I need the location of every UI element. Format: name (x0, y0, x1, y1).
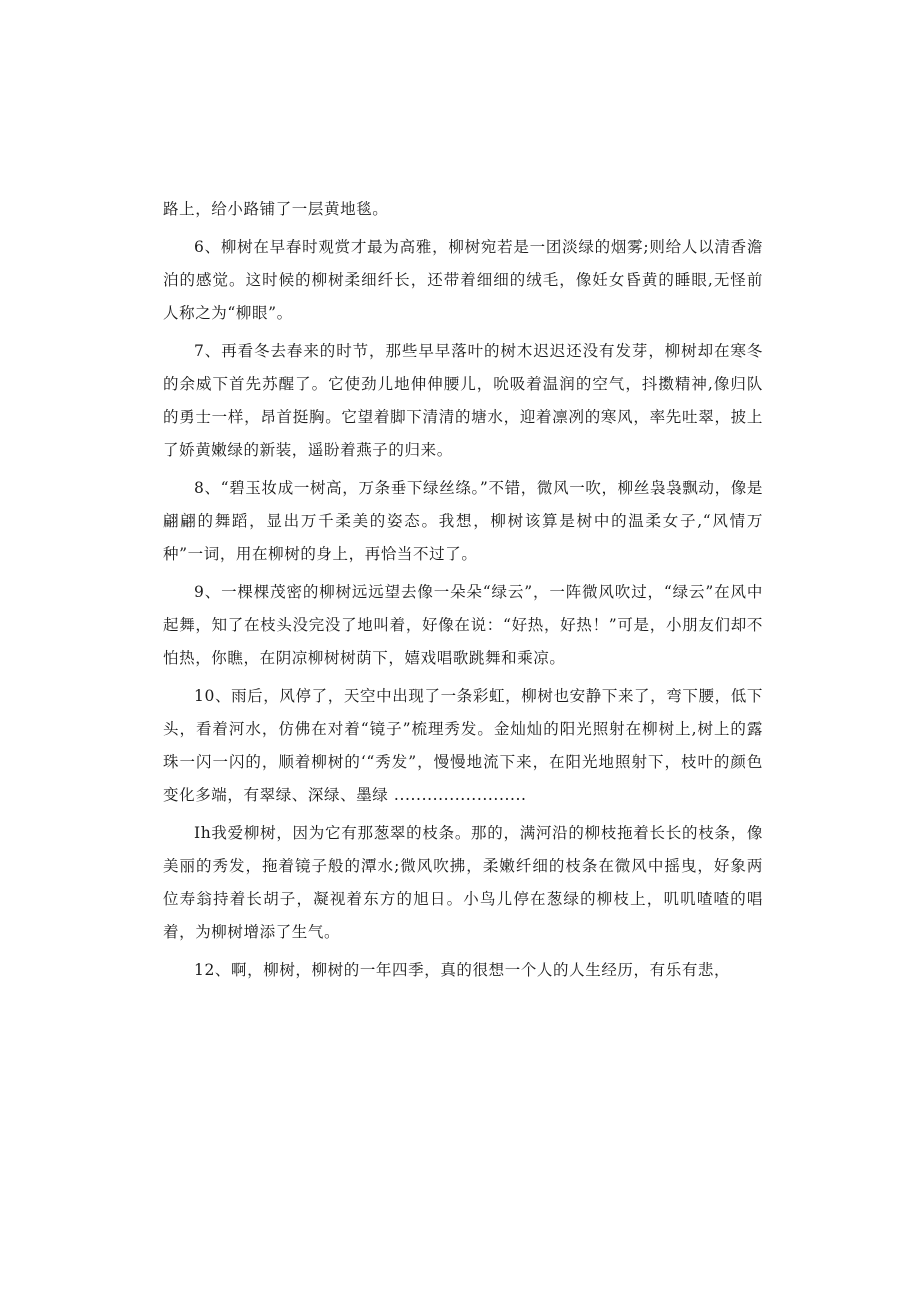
paragraph-7: 7、再看冬去春来的时节，那些早早落叶的树木迟迟还没有发芽，柳树却在寒冬的余威下首先苏醒了。它使劲儿地伸伸腰儿，吮吸着温润的空气，抖擞精神,像归队的勇士一样，昂首挺胸。它望着脚下清清的塘水，迎着凛冽的寒风，率先吐翠，披上了娇黄嫩绿的新装，遥盼着燕子的归来。 (163, 342, 763, 459)
paragraph-12: 12、啊，柳树，柳树的一年四季，真的很想一个人的人生经历，有乐有悲， (194, 961, 731, 979)
paragraph-8: 8、“碧玉妆成一树高，万条垂下绿丝绦。”不错，微风一吹，柳丝袅袅飘动，像是翩翩的舞蹈，显出万千柔美的姿态。我想，柳树该算是树中的温柔女子,“风情万种”一词，用在柳树的身上，再恰当不过了。 (163, 479, 763, 563)
paragraph-9: 9、一棵棵茂密的柳树远远望去像一朵朵“绿云”，一阵微风吹过，“绿云”在风中起舞，知了在枝头没完没了地叫着，好像在说：“好热，好热！”可是，小朋友们却不怕热，你瞧，在阴凉柳树树荫下，嬉戏唱歌跳舞和乘凉。 (163, 583, 763, 667)
paragraph-10: 10、雨后，风停了，天空中出现了一条彩虹，柳树也安静下来了，弯下腰，低下头，看着河水，仿佛在对着“镜子”梳理秀发。金灿灿的阳光照射在柳树上,树上的露珠一闪一闪的，顺着柳树的‘“秀发”，慢慢地流下来，在阳光地照射下，枝叶的颜色变化多端，有翠绿、深绿、墨绿 ........................ (163, 687, 763, 804)
paragraph-11: Ih我爱柳树，因为它有那葱翠的枝条。那的，满河沿的柳枝拖着长长的枝条，像美丽的秀发，拖着镜子般的潭水;微风吹拂，柔嫩纤细的枝条在微风中摇曳，好象两位寿翁持着长胡子，凝视着东方的旭日。小鸟儿停在葱绿的柳枝上，叽叽喳喳的唱着，为柳树增添了生气。 (163, 824, 763, 941)
paragraph-6: 6、柳树在早春时观赏才最为高雅，柳树宛若是一团淡绿的烟雾;则给人以清香澹泊的感觉。这时候的柳树柔细纤长，还带着细细的绒毛，像妊女昏黄的睡眼,无怪前人称之为“柳眼”。 (163, 238, 763, 322)
document-body (163, 193, 763, 992)
paragraph-continuation: 路上，给小路铺了一层黄地毯。 (163, 200, 389, 218)
